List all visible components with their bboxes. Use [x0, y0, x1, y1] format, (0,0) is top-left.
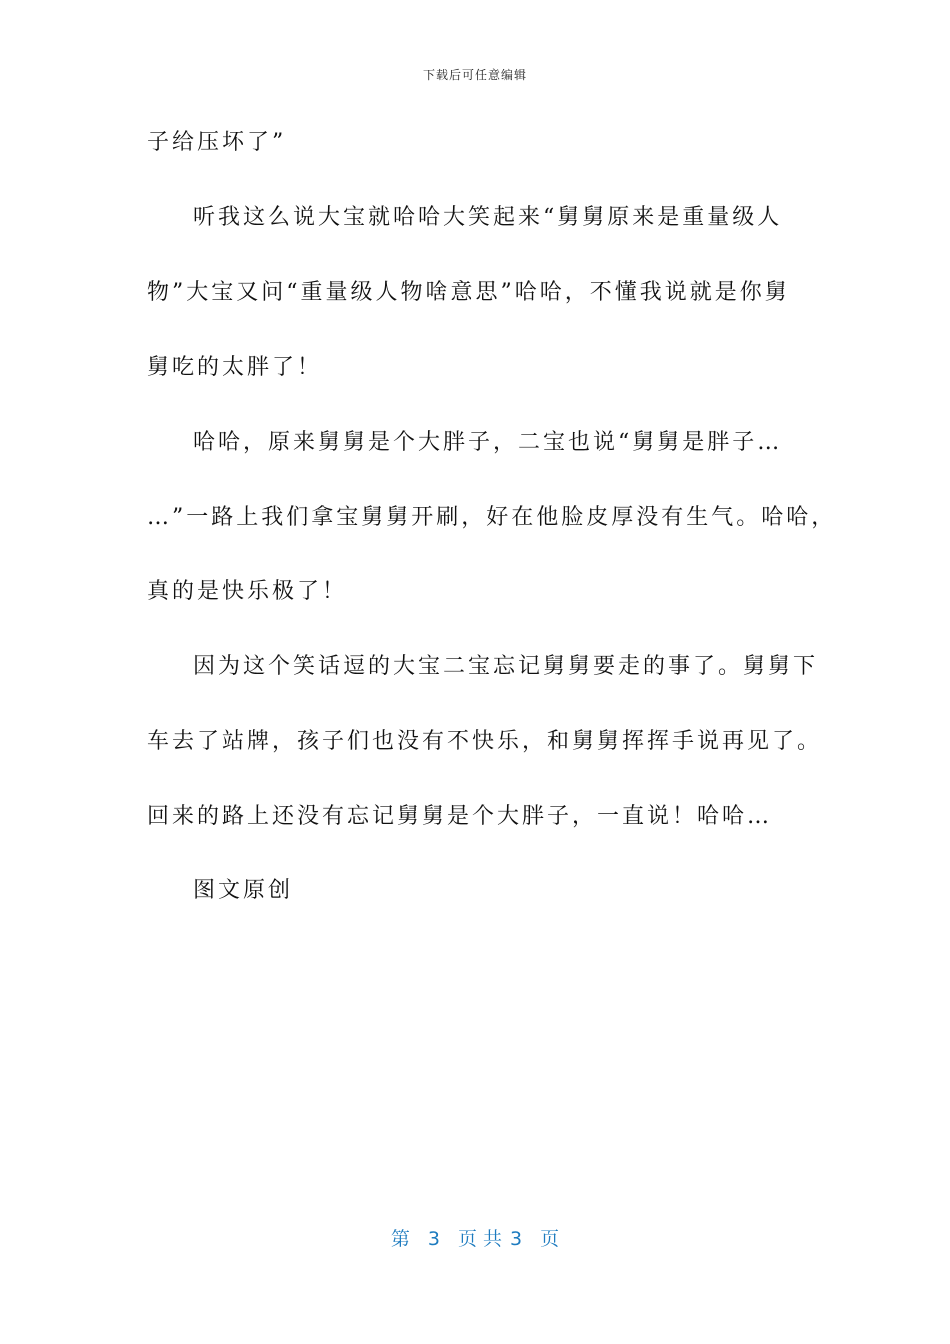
body-line: 车去了站牌，孩子们也没有不快乐，和舅舅挥挥手说再见了。	[147, 729, 823, 754]
header-note: 下载后可任意编辑	[422, 68, 527, 82]
body-line: …”一路上我们拿宝舅舅开刷，好在他脸皮厚没有生气。哈哈，	[147, 505, 837, 530]
footer-page-number: 3	[427, 1228, 440, 1250]
footer-prefix: 第	[390, 1228, 410, 1250]
body-line: 真的是快乐极了！	[147, 579, 348, 604]
body-line: 哈哈，原来舅舅是个大胖子，二宝也说“舅舅是胖子…	[193, 430, 783, 455]
footer-total-pages: 3	[510, 1228, 523, 1250]
body-line: 图文原创	[193, 878, 294, 903]
body-line: 物”大宝又问“重量级人物啥意思”哈哈，不懂我说就是你舅	[147, 280, 790, 305]
page-footer	[0, 1224, 950, 1251]
body-line: 舅吃的太胖了！	[147, 355, 323, 380]
body-line: 因为这个笑话逗的大宝二宝忘记舅舅要走的事了。舅舅下	[193, 654, 819, 679]
footer-suffix: 页	[540, 1228, 560, 1250]
footer-middle: 页 共	[457, 1228, 503, 1250]
body-line: 子给压坏了”	[147, 130, 287, 155]
body-line: 回来的路上还没有忘记舅舅是个大胖子，一直说！哈哈…	[147, 804, 773, 829]
body-line: 听我这么说大宝就哈哈大笑起来“舅舅原来是重量级人	[193, 205, 783, 230]
